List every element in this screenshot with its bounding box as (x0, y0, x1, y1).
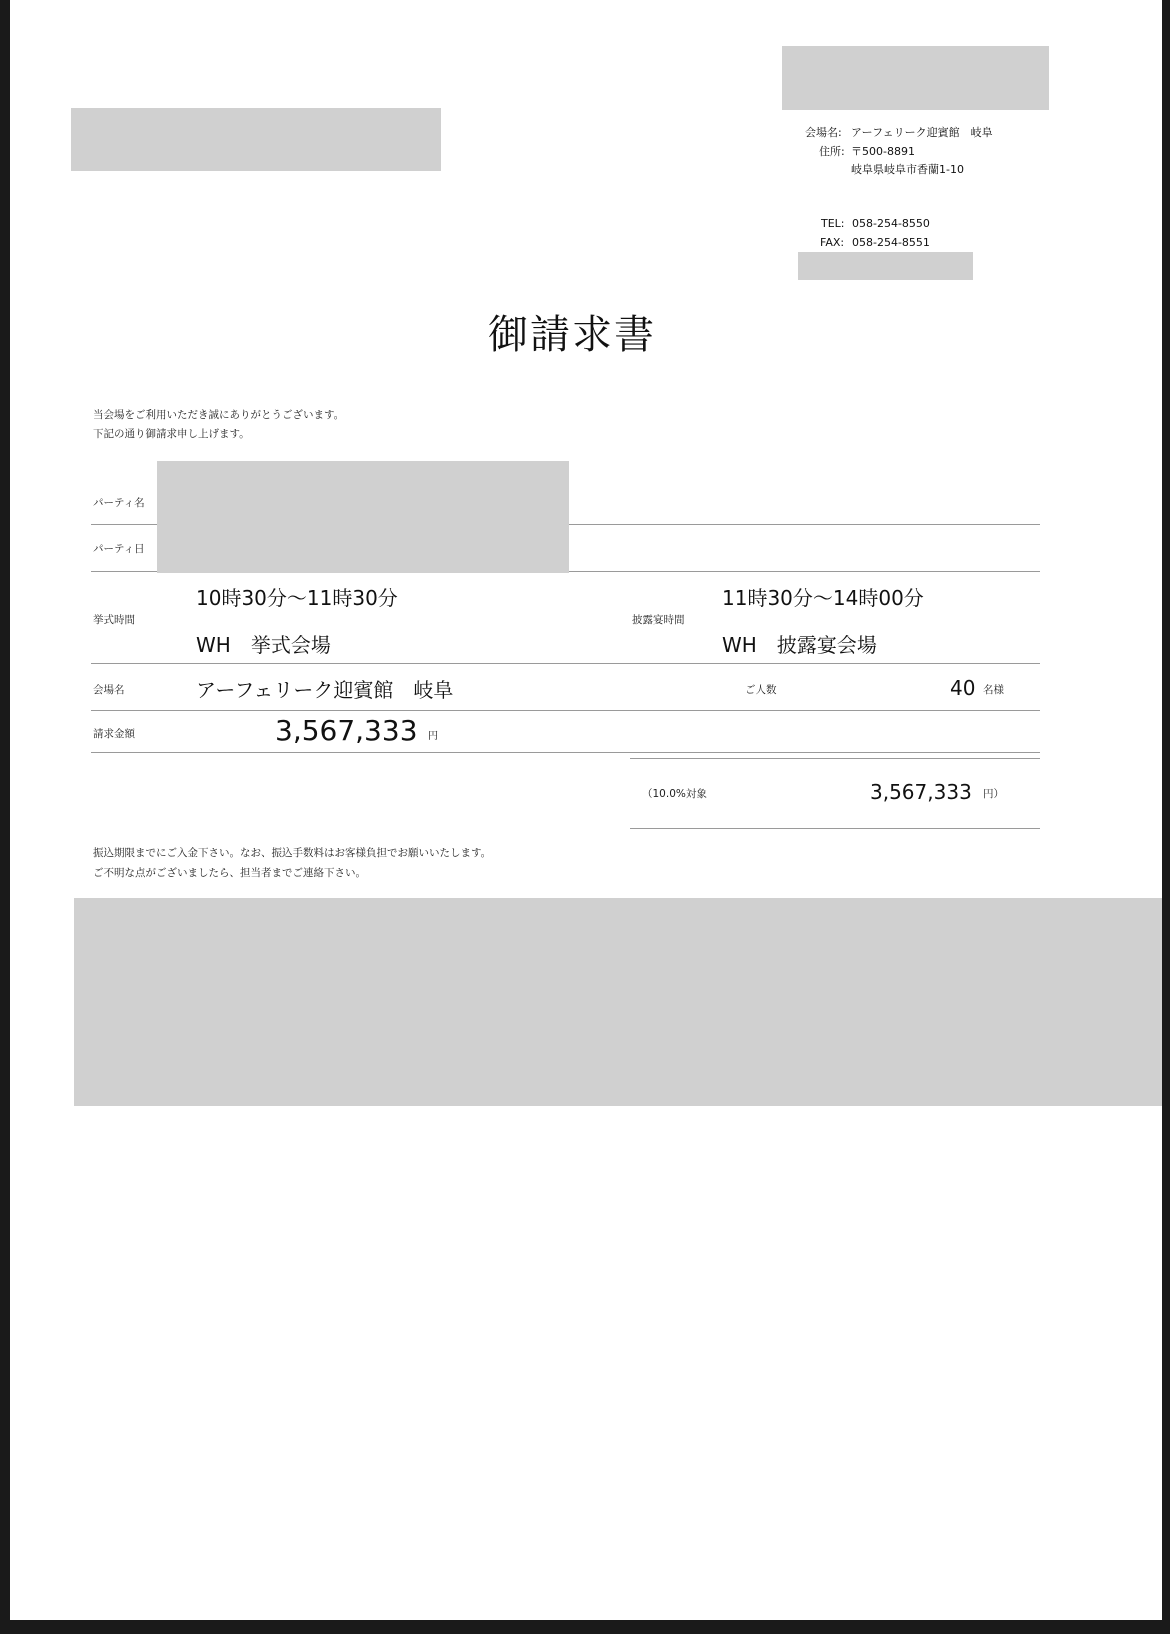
venue-label: 会場名 (93, 684, 125, 696)
redacted-bank-details (74, 898, 1162, 1106)
reception-time-label: 披露宴時間 (632, 614, 685, 626)
guests-label: ご人数 (745, 684, 777, 696)
venue-info-postal: 〒500-8891 (851, 145, 915, 158)
redacted-recipient (71, 108, 441, 171)
venue-name: アーフェリーク迎賓館 岐阜 (196, 678, 454, 702)
divider (630, 828, 1040, 829)
venue-info-tel-label: TEL: (821, 217, 845, 230)
intro-line-1: 当会場をご利用いただき誠にありがとうございます。 (93, 409, 345, 421)
redacted-party-details (157, 461, 569, 573)
venue-info-fax: 058-254-8551 (852, 236, 930, 249)
venue-info-tel: 058-254-8550 (852, 217, 930, 230)
reception-place: WH 披露宴会場 (722, 633, 877, 657)
party-date-label: パーティ日 (93, 543, 145, 555)
tax-label: （10.0%対象 (642, 788, 707, 800)
divider (91, 710, 1040, 711)
divider (91, 663, 1040, 664)
redacted-company-logo (782, 46, 1049, 110)
tax-amount: 3,567,333 (870, 780, 972, 804)
invoice-page (10, 0, 1162, 1620)
reception-time: 11時30分～14時00分 (722, 586, 924, 610)
redacted-contact (798, 252, 973, 280)
venue-info-address-label: 住所: (819, 145, 845, 158)
tax-unit: 円） (983, 788, 1004, 800)
venue-info-address: 岐阜県岐阜市香蘭1-10 (851, 163, 964, 176)
ceremony-time: 10時30分～11時30分 (196, 586, 398, 610)
amount-value: 3,567,333 (275, 714, 418, 747)
ceremony-time-label: 挙式時間 (93, 614, 135, 626)
footer-note-2: ご不明な点がございましたら、担当者までご連絡下さい。 (93, 867, 366, 879)
ceremony-place: WH 挙式会場 (196, 633, 331, 657)
divider (630, 758, 1040, 759)
divider (91, 752, 1040, 753)
amount-label: 請求金額 (93, 728, 135, 740)
intro-line-2: 下記の通り御請求申し上げます。 (93, 428, 250, 440)
amount-unit: 円 (428, 731, 438, 742)
guests-count: 40 (950, 676, 976, 700)
venue-info-venue-name: アーフェリーク迎賓館 岐阜 (851, 126, 993, 139)
venue-info-venue-label: 会場名: (805, 126, 842, 139)
party-name-label: パーティ名 (93, 497, 145, 509)
venue-info-fax-label: FAX: (820, 236, 845, 249)
footer-note-1: 振込期限までにご入金下さい。なお、振込手数料はお客様負担でお願いいたします。 (93, 847, 492, 859)
guests-unit: 名様 (983, 684, 1004, 696)
document-title: 御請求書 (488, 312, 656, 358)
